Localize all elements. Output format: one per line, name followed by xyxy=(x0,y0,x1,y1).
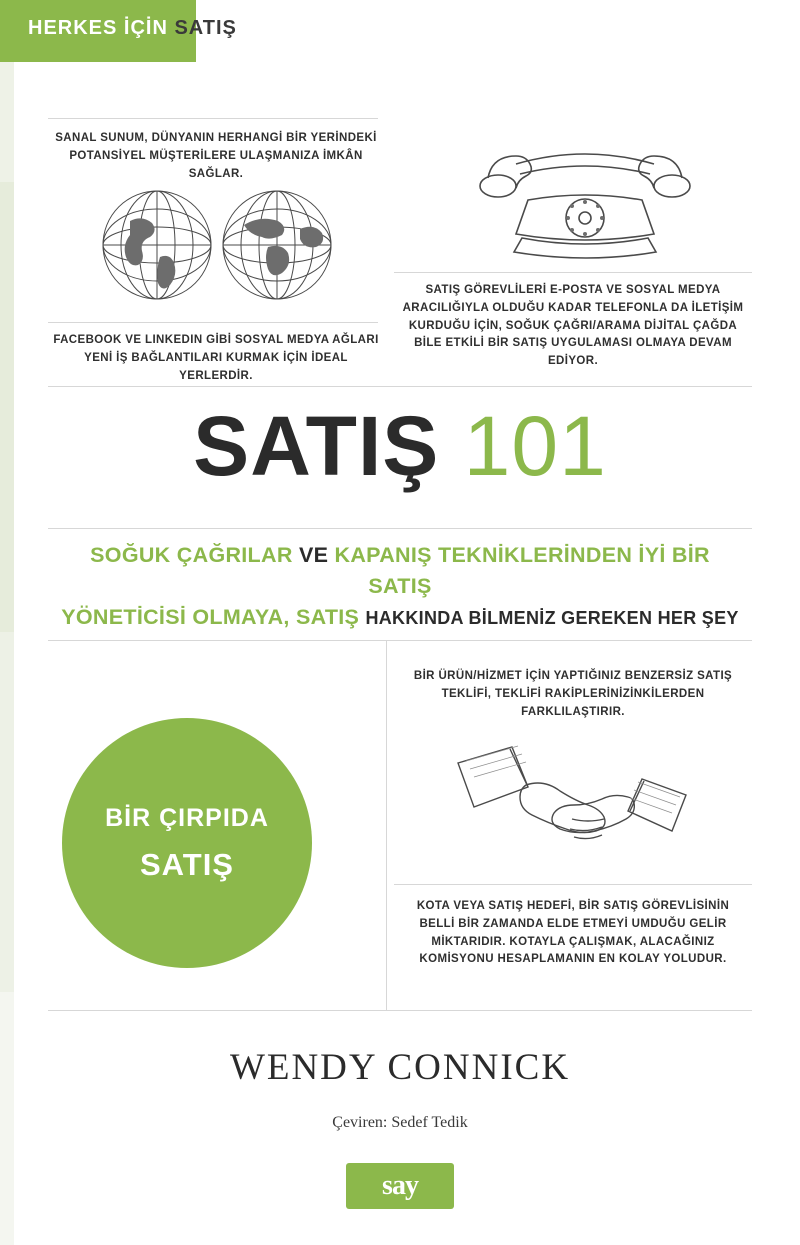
rule-above-author xyxy=(48,1010,752,1011)
subtitle xyxy=(60,540,740,634)
rule-mid-left xyxy=(48,322,378,323)
subtitle-dark-a: VE xyxy=(298,543,329,567)
badge-line-2: SATIŞ xyxy=(140,846,234,882)
handshake-illustration xyxy=(452,735,692,865)
publisher-name: say xyxy=(382,1170,418,1201)
subtitle-green-a: SOĞUK ÇAĞRILAR xyxy=(90,543,293,567)
page-title xyxy=(0,398,800,495)
rule-below-subtitle xyxy=(48,640,752,641)
globes-caption-top: SANAL SUNUM, DÜNYANIN HERHANGİ BİR YERİNDEKİ POTANSİYEL MÜŞTERİLERE ULAŞMANIZA İMKÂN SAĞLAR. xyxy=(55,132,377,180)
title-main: SATIŞ xyxy=(193,399,440,493)
author-name: WENDY CONNICK xyxy=(229,1047,571,1088)
phone-caption: SATIŞ GÖREVLİLERİ E-POSTA VE SOSYAL MEDYA ARACILIĞIYLA OLDUĞU KADAR TELEFONLA DA İLETİŞİM KURDUĞU İÇİN, SOĞUK ÇAĞRI/ARAMA DİJİTAL ÇAĞDA BİLE ETKİLİ BİR SATIŞ UYGULAMASI OLMAYA DEVAM EDİYOR. xyxy=(402,284,744,368)
series-label-suffix: SATIŞ xyxy=(174,17,237,39)
title-number: 101 xyxy=(463,399,607,493)
subtitle-green-c: YÖNETİCİSİ OLMAYA, SATIŞ xyxy=(61,605,360,630)
badge-circle xyxy=(62,718,312,968)
series-label-prefix: HERKES İÇİN xyxy=(28,17,168,39)
rule-vertical-mid xyxy=(386,640,387,1010)
rule-below-title xyxy=(48,528,752,529)
globes-caption-bottom: FACEBOOK VE LINKEDIN GİBİ SOSYAL MEDYA AĞLARI YENİ İŞ BAĞLANTILARI KURMAK İÇİN İDEAL YERLERDİR. xyxy=(53,334,379,382)
telephone-illustration xyxy=(470,138,700,268)
subtitle-green-b: KAPANIŞ TEKNİKLERİNDEN İYİ BİR SATIŞ xyxy=(334,543,710,599)
series-label xyxy=(28,17,237,40)
top-banner xyxy=(0,0,800,62)
publisher-logo xyxy=(346,1163,454,1209)
translator-name: Çeviren: Sedef Tedik xyxy=(332,1114,468,1131)
badge-line-1: BİR ÇIRPIDA xyxy=(105,803,269,832)
subtitle-dark-b: HAKKINDA BİLMENİZ GEREKEN HER ŞEY xyxy=(365,608,739,629)
quota-caption: KOTA VEYA SATIŞ HEDEFİ, BİR SATIŞ GÖREVLİSİNİN BELLİ BİR ZAMANDA ELDE ETMEYİ UMDUĞU GELİR MİKTARIDIR. KOTAYLA ÇALIŞMAK, ALACAĞINIZ KOMİSYONU HESAPLAMANIN EN KOLAY YOLUDUR. xyxy=(416,900,730,966)
rule-quota-top xyxy=(394,884,752,885)
globe-illustration xyxy=(72,185,362,305)
rule-top-left xyxy=(48,118,378,119)
rule-above-title xyxy=(48,386,752,387)
rule-phone-caption xyxy=(394,272,752,273)
handshake-caption: BİR ÜRÜN/HİZMET İÇİN YAPTIĞINIZ BENZERSİZ SATIŞ TEKLİFİ, TEKLİFİ RAKİPLERİNİZİNKİLERDEN FARKLILAŞTIRIR. xyxy=(413,670,733,718)
